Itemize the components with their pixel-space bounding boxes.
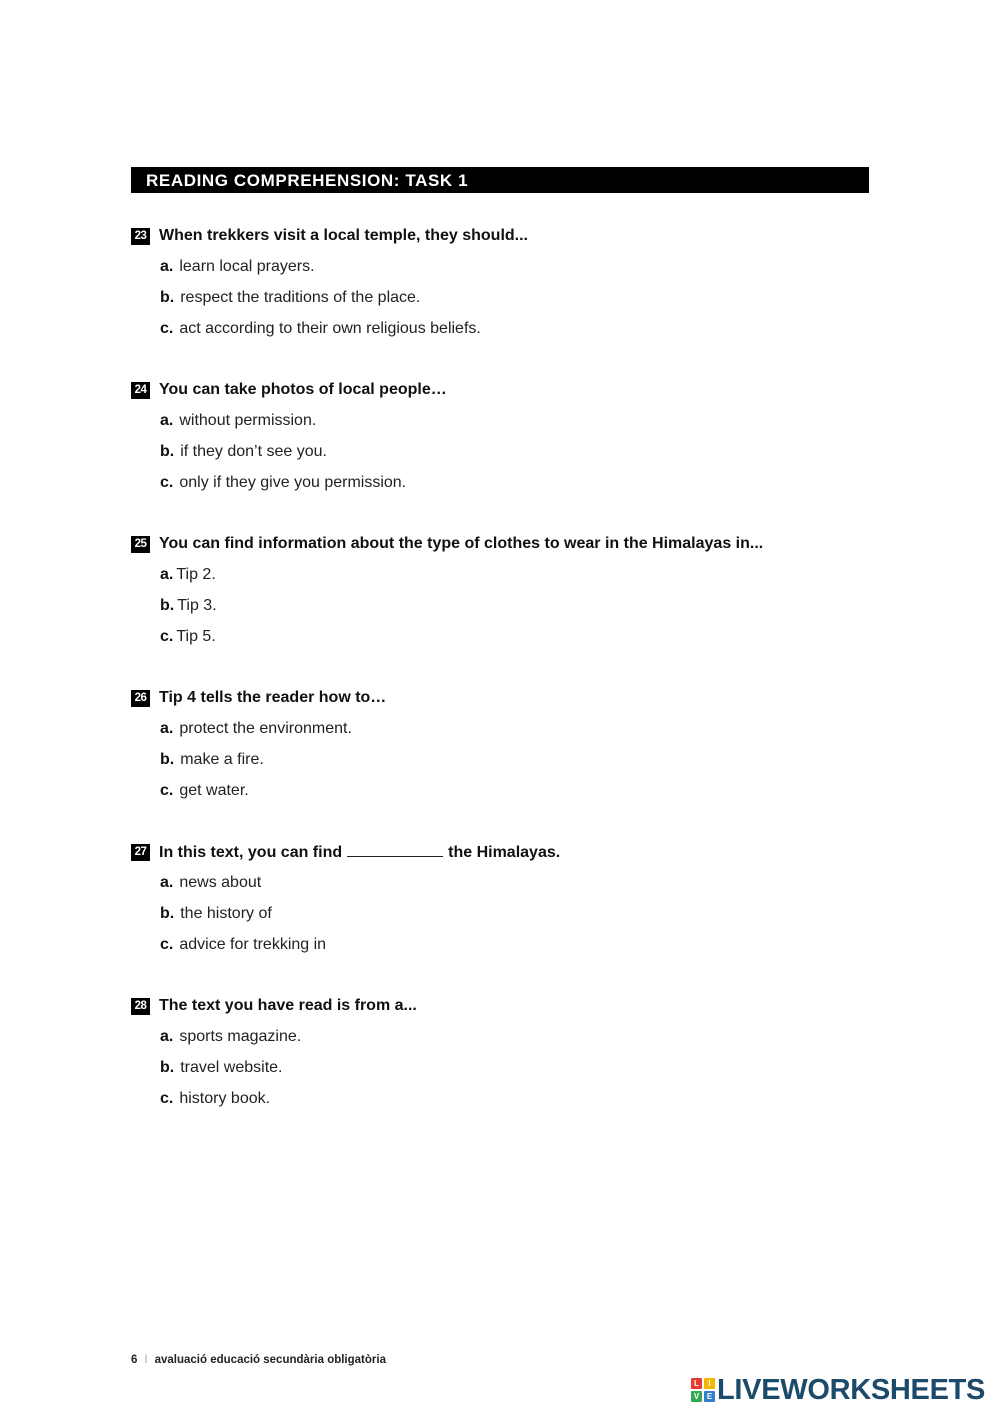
- option-c[interactable]: [160, 781, 249, 801]
- option-text: act according to their own religious beliefs.: [179, 320, 481, 337]
- option-b[interactable]: [160, 1058, 282, 1078]
- option-a[interactable]: [160, 1027, 301, 1047]
- section-title-bar: [131, 167, 869, 193]
- question-number: 26: [131, 690, 150, 707]
- question-25: [131, 533, 871, 645]
- option-a[interactable]: [160, 411, 316, 431]
- option-text: Tip 5.: [176, 628, 216, 645]
- option-text: the history of: [180, 905, 272, 922]
- option-c[interactable]: [160, 627, 216, 647]
- page-footer: [131, 1354, 386, 1366]
- question-number: 24: [131, 382, 150, 399]
- option-a[interactable]: [160, 257, 315, 277]
- option-text: without permission.: [179, 412, 317, 429]
- option-text: make a fire.: [180, 751, 264, 768]
- question-27: [131, 841, 871, 953]
- question-text: You can find information about the type of clothes to wear in the Himalayas in...: [159, 535, 764, 552]
- option-letter: c.: [160, 782, 174, 799]
- question-number: 25: [131, 536, 150, 553]
- option-letter: a.: [160, 874, 174, 891]
- option-text: Tip 3.: [177, 597, 217, 614]
- option-text: protect the environment.: [179, 720, 352, 737]
- option-c[interactable]: [160, 319, 481, 339]
- question-number: 28: [131, 998, 150, 1015]
- liveworksheets-logo-icon: [691, 1378, 715, 1402]
- option-letter: c.: [160, 320, 174, 337]
- page-number: 6: [131, 1354, 138, 1366]
- question-text: Tip 4 tells the reader how to…: [159, 689, 387, 706]
- option-text: respect the traditions of the place.: [180, 289, 421, 306]
- option-text: sports magazine.: [179, 1028, 302, 1045]
- option-letter: b.: [160, 751, 175, 768]
- question-28: [131, 995, 871, 1107]
- option-b[interactable]: [160, 904, 272, 924]
- option-b[interactable]: [160, 442, 327, 462]
- liveworksheets-logo-text: LIVEWORKSHEETS: [717, 1374, 986, 1406]
- option-a[interactable]: [160, 873, 261, 893]
- logo-tile: L: [691, 1378, 702, 1389]
- option-a[interactable]: [160, 565, 216, 585]
- option-b[interactable]: [160, 596, 217, 616]
- option-letter: c.: [160, 936, 174, 953]
- option-text: history book.: [179, 1090, 271, 1107]
- option-text: get water.: [179, 782, 249, 799]
- option-letter: c.: [160, 1090, 174, 1107]
- option-text: if they don’t see you.: [180, 443, 327, 460]
- option-b[interactable]: [160, 750, 264, 770]
- option-letter: a.: [160, 258, 174, 275]
- option-letter: a.: [160, 412, 174, 429]
- option-c[interactable]: [160, 1089, 270, 1109]
- question-text: The text you have read is from a...: [159, 997, 417, 1014]
- option-letter: b.: [160, 1059, 175, 1076]
- option-text: learn local prayers.: [179, 258, 315, 275]
- question-number: 27: [131, 844, 150, 861]
- option-text: travel website.: [180, 1059, 283, 1076]
- question-text: When trekkers visit a local temple, they should...: [159, 227, 528, 244]
- option-letter: c.: [160, 474, 174, 491]
- section-title: READING COMPREHENSION: TASK 1: [146, 171, 469, 190]
- logo-tile: E: [704, 1391, 715, 1402]
- question-text: [159, 843, 560, 862]
- option-text: only if they give you permission.: [179, 474, 407, 491]
- option-a[interactable]: [160, 719, 352, 739]
- question-number: 23: [131, 228, 150, 245]
- option-letter: c.: [160, 628, 174, 645]
- question-text-after: the Himalayas.: [448, 843, 561, 861]
- option-letter: b.: [160, 905, 175, 922]
- option-letter: a.: [160, 1028, 174, 1045]
- option-letter: b.: [160, 597, 175, 614]
- footer-separator: I: [144, 1354, 148, 1366]
- option-letter: b.: [160, 289, 175, 306]
- question-text: You can take photos of local people…: [159, 381, 447, 398]
- option-b[interactable]: [160, 288, 420, 308]
- option-letter: b.: [160, 443, 175, 460]
- question-23: [131, 225, 871, 337]
- question-24: [131, 379, 871, 491]
- option-text: Tip 2.: [176, 566, 216, 583]
- option-c[interactable]: [160, 935, 326, 955]
- option-letter: a.: [160, 720, 174, 737]
- question-26: [131, 687, 871, 799]
- option-letter: a.: [160, 566, 174, 583]
- logo-tile: V: [691, 1391, 702, 1402]
- answer-blank: [347, 843, 443, 857]
- option-text: news about: [179, 874, 262, 891]
- footer-text: avaluació educació secundària obligatòria: [154, 1354, 386, 1366]
- logo-tile: I: [704, 1378, 715, 1389]
- option-text: advice for trekking in: [179, 936, 327, 953]
- question-text-before: In this text, you can find: [159, 843, 343, 861]
- option-c[interactable]: [160, 473, 406, 493]
- liveworksheets-logo[interactable]: [691, 1374, 985, 1406]
